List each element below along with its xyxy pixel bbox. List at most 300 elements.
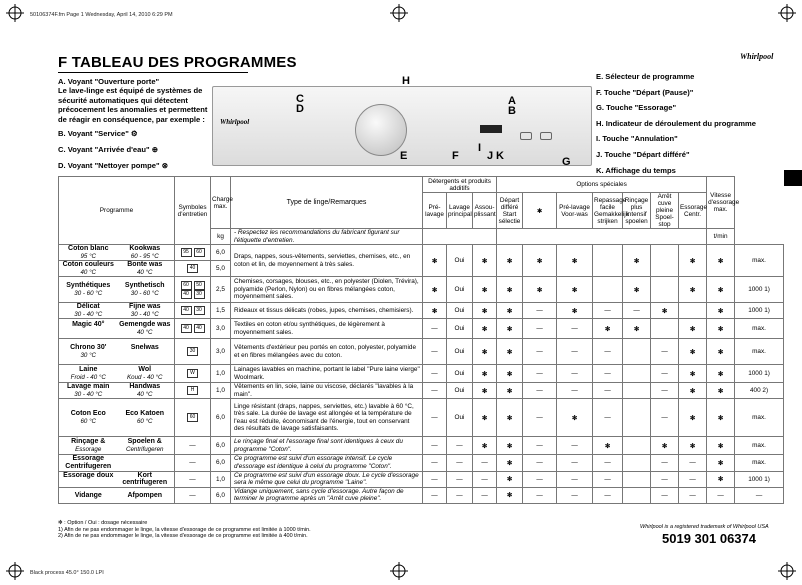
- care-symbol-icon: 40: [187, 264, 198, 273]
- option-cell: ✻: [497, 437, 523, 455]
- header-arret: Arrêt cuve pleine Spoel-stop: [651, 193, 679, 229]
- time-display: [480, 125, 502, 133]
- care-symbol-icon: 60: [187, 413, 198, 422]
- option-cell: [651, 245, 679, 277]
- header-lavage: Lavage principal: [447, 193, 473, 229]
- option-cell: —: [593, 487, 623, 503]
- charge-kg: 3,0: [211, 319, 231, 339]
- linge-description: Draps, nappes, sous-vêtements, serviettes, chemises, etc., en coton et lin, de moyennement à très sales.: [231, 245, 423, 277]
- header-type: Type de linge/Remarques: [231, 177, 423, 229]
- care-symbol-icon: —: [189, 491, 196, 499]
- option-cell: ✻: [473, 437, 497, 455]
- option-cell: —: [651, 365, 679, 383]
- callout-b: B: [508, 105, 516, 117]
- option-cell: ✻: [623, 277, 651, 303]
- care-symbol-icon: 40: [181, 306, 192, 315]
- option-cell: ✻: [523, 245, 557, 277]
- registration-mark-icon: [390, 4, 408, 22]
- option-cell: ✻: [473, 339, 497, 365]
- table-row: [59, 339, 784, 365]
- care-symbol-icon: 95: [181, 248, 192, 257]
- option-cell: —: [523, 399, 557, 437]
- option-cell: —: [523, 383, 557, 399]
- header-options: Options spéciales: [497, 177, 707, 193]
- option-cell: —: [593, 399, 623, 437]
- option-cell: ✻: [707, 399, 735, 437]
- option-cell: —: [593, 455, 623, 471]
- header-programme: Programme: [59, 177, 175, 245]
- linge-description: Vêtements en lin, soie, laine ou viscose, déclarés "lavables à la main".: [231, 383, 423, 399]
- footnotes: [58, 520, 558, 540]
- header-prelavage: Pré-lavage: [423, 193, 447, 229]
- header-vitesse: Vitesse d'essorage max.: [707, 177, 735, 229]
- option-cell: ✻: [623, 245, 651, 277]
- legend-item: E. Sélecteur de programme: [596, 72, 695, 81]
- care-symbols: [175, 261, 211, 277]
- option-cell: ✻: [497, 339, 523, 365]
- option-cell: ✻: [473, 303, 497, 319]
- option-cell: —: [523, 339, 557, 365]
- callout-g: G: [562, 156, 571, 168]
- care-symbols: [175, 319, 211, 339]
- legend-item: H. Indicateur de déroulement du programme: [596, 118, 756, 128]
- option-cell: ✻: [423, 303, 447, 319]
- charge-kg: 1,0: [211, 383, 231, 399]
- option-cell: [623, 437, 651, 455]
- option-cell: 1000 1): [735, 365, 784, 383]
- option-cell: ✻: [497, 277, 523, 303]
- linge-description: Le rinçage final et l'essorage final sont identiques à ceux du programme "Coton".: [231, 437, 423, 455]
- programme-name: Synthétiques 30 - 60 °C Synthetisch 30 - 60 °C: [59, 277, 175, 303]
- linge-description: Chemises, corsages, blouses, etc., en polyester (Diolen, Trévira), polyamide (Perlon, Nylon) ou en fibres mélangées coton, moyennement sales.: [231, 277, 423, 303]
- charge-kg: 6,0: [211, 487, 231, 503]
- care-symbols: [175, 303, 211, 319]
- program-selector-knob: [355, 104, 407, 156]
- option-cell: ✻: [679, 383, 707, 399]
- table-row: [59, 455, 784, 471]
- registration-mark-icon: [778, 4, 796, 22]
- option-cell: ✻: [423, 245, 447, 277]
- legend-item: I. Touche "Annulation": [596, 134, 678, 144]
- brand-logo: Whirlpool: [740, 52, 774, 61]
- option-cell: ✻: [679, 399, 707, 437]
- care-symbol-icon: —: [189, 459, 196, 467]
- option-cell: max.: [735, 339, 784, 365]
- panel-logo: Whirlpool: [220, 118, 250, 126]
- option-cell: —: [593, 383, 623, 399]
- legend-left: [58, 77, 218, 170]
- header-detergents: Détergents et produits additifs: [423, 177, 497, 193]
- table-row: [59, 365, 784, 383]
- care-symbol-icon: 30: [194, 290, 205, 299]
- option-cell: [651, 319, 679, 339]
- option-cell: —: [557, 471, 593, 487]
- option-cell: —: [523, 319, 557, 339]
- option-cell: —: [651, 487, 679, 503]
- option-cell: max.: [735, 437, 784, 455]
- water-tap-icon: ⊕: [151, 145, 159, 155]
- legend-item: C. Voyant "Arrivée d'eau" ⊕: [58, 145, 159, 155]
- option-cell: 1000 1): [735, 277, 784, 303]
- option-cell: [593, 245, 623, 277]
- option-cell: ✻: [679, 365, 707, 383]
- linge-description: Ce programme est suivi d'un essorage doux. Le cycle d'essorage sera le même que celui du programme "Laine".: [231, 471, 423, 487]
- title-underline: [58, 72, 248, 73]
- programme-name: Chrono 30' 30 °C Snelwas: [59, 339, 175, 365]
- programme-name: Laine Froid - 40 °C Wol Koud - 40 °C: [59, 365, 175, 383]
- option-cell: —: [423, 487, 447, 503]
- registration-mark-icon: [6, 4, 24, 22]
- option-cell: —: [447, 437, 473, 455]
- option-cell: —: [473, 471, 497, 487]
- option-cell: max.: [735, 245, 784, 277]
- header-rincage: Rinçage plus intensif spoelen: [623, 193, 651, 229]
- programme-name: Rinçage & Essorage Spoelen & Centrifugeren: [59, 437, 175, 455]
- option-cell: —: [423, 365, 447, 383]
- callout-f: F: [452, 150, 459, 162]
- table-row: [59, 277, 784, 303]
- care-symbols: [175, 437, 211, 455]
- charge-kg: 6,0: [211, 437, 231, 455]
- option-cell: —: [651, 471, 679, 487]
- table-row: [59, 399, 784, 437]
- care-symbols: [175, 277, 211, 303]
- care-symbols: [175, 487, 211, 503]
- option-cell: —: [423, 339, 447, 365]
- option-cell: [623, 383, 651, 399]
- charge-kg: 1,0: [211, 471, 231, 487]
- option-cell: ✻: [557, 277, 593, 303]
- footnote: 2) Afin de ne pas endommager le linge, la vitesse d'essorage de ce programme est limitée à 400 t/min.: [58, 533, 308, 539]
- callout-h: H: [402, 75, 410, 87]
- charge-kg: 6,0: [211, 399, 231, 437]
- option-cell: ✻: [497, 399, 523, 437]
- legend-item: J. Touche "Départ différé": [596, 149, 690, 159]
- option-cell: —: [735, 487, 784, 503]
- option-cell: —: [679, 487, 707, 503]
- registration-mark-icon: [390, 562, 408, 580]
- header-depart: Départ différé Start sélectie: [497, 193, 523, 229]
- option-cell: —: [523, 471, 557, 487]
- print-header: 50106374F.fm Page 1 Wednesday, April 14, 2010 6:29 PM: [30, 12, 173, 18]
- care-symbols: [175, 471, 211, 487]
- legend-item: F. Touche "Départ (Pause)": [596, 87, 694, 97]
- programme-name: Essorage Centrifugeren: [59, 455, 175, 471]
- option-cell: ✻: [679, 339, 707, 365]
- linge-description: Vêtements d'extérieur peu portés en coton, polyester, polyamide et en fibres mélangées avec du coton.: [231, 339, 423, 365]
- option-cell: —: [423, 471, 447, 487]
- callout-a: A: [508, 95, 516, 107]
- callout-c: C: [296, 93, 304, 105]
- charge-kg: 6,0: [211, 245, 231, 261]
- header-trmin: t/min: [707, 229, 735, 245]
- charge-kg: 1,5: [211, 303, 231, 319]
- legend-item: K. Affichage du temps: [596, 165, 676, 175]
- care-symbol-icon: —: [189, 475, 196, 483]
- option-cell: —: [651, 339, 679, 365]
- option-cell: [623, 399, 651, 437]
- legend-item: de réagir en conséquence, par exemple :: [58, 114, 205, 124]
- programme-name: Vidange Afpompen: [59, 487, 175, 503]
- charge-kg: 2,5: [211, 277, 231, 303]
- option-cell: —: [623, 303, 651, 319]
- linge-description: Rideaux et tissus délicats (robes, jupes, chemises, chemisiers).: [231, 303, 423, 319]
- option-cell: [593, 277, 623, 303]
- option-cell: —: [523, 303, 557, 319]
- charge-kg: 1,0: [211, 365, 231, 383]
- option-cell: ✻: [473, 245, 497, 277]
- print-footer: Black process 45.0° 150.0 LPI: [30, 570, 104, 576]
- pump-icon: ⊗: [161, 160, 169, 170]
- option-cell: max.: [735, 319, 784, 339]
- legend-item: G. Touche "Essorage": [596, 103, 677, 113]
- option-cell: ✻: [623, 319, 651, 339]
- button-shape: [540, 132, 552, 140]
- option-cell: —: [557, 383, 593, 399]
- legend-right: [596, 72, 796, 176]
- programme-name: Coton couleurs 40 °C Bonte was 40 °C: [59, 261, 175, 277]
- option-cell: Oui: [447, 383, 473, 399]
- care-symbol-icon: 60: [181, 281, 192, 290]
- option-cell: —: [593, 471, 623, 487]
- option-cell: ✻: [651, 437, 679, 455]
- callout-j: J: [487, 150, 494, 162]
- option-cell: Oui: [447, 319, 473, 339]
- callout-k: K: [496, 150, 504, 162]
- registration-mark-icon: [778, 562, 796, 580]
- header-kg: kg: [211, 229, 231, 245]
- option-cell: —: [707, 487, 735, 503]
- care-symbols: [175, 245, 211, 261]
- programme-name: Coton Eco 60 °C Eco Katoen 60 °C: [59, 399, 175, 437]
- legend-item: A. Voyant "Ouverture porte": [58, 77, 160, 86]
- option-cell: ✻: [497, 471, 523, 487]
- header-assoup: Assou-plissant: [473, 193, 497, 229]
- option-cell: —: [473, 487, 497, 503]
- option-cell: ✻: [707, 455, 735, 471]
- option-cell: ✻: [679, 277, 707, 303]
- option-cell: —: [557, 319, 593, 339]
- care-symbol-icon: 30: [187, 347, 198, 356]
- header-repassage: Repassage facile Gemakkelijk strijken: [593, 193, 623, 229]
- linge-description: Vidange uniquement, sans cycle d'essorage. Autre façon de terminer le programme après un "Arrêt cuve pleine".: [231, 487, 423, 503]
- footnote: ✻ : Option / Oui : dosage nécessaire: [58, 520, 148, 526]
- care-symbols: [175, 339, 211, 365]
- option-cell: —: [447, 487, 473, 503]
- option-cell: ✻: [707, 303, 735, 319]
- header-option-icon: ✱: [523, 193, 557, 229]
- option-cell: Oui: [447, 399, 473, 437]
- option-cell: [623, 365, 651, 383]
- care-symbols: [175, 365, 211, 383]
- option-cell: ✻: [707, 383, 735, 399]
- programme-name: Essorage doux Kort centrifugeren: [59, 471, 175, 487]
- legend-item: précocement les anomalies et permettent: [58, 105, 208, 115]
- option-cell: —: [423, 455, 447, 471]
- option-cell: ✻: [651, 303, 679, 319]
- option-cell: —: [447, 471, 473, 487]
- option-cell: [623, 455, 651, 471]
- option-cell: ✻: [497, 245, 523, 277]
- option-cell: —: [593, 365, 623, 383]
- option-cell: ✻: [707, 277, 735, 303]
- programme-name: Coton blanc 95 °C Kookwas 60 - 95 °C: [59, 245, 175, 261]
- option-cell: —: [593, 303, 623, 319]
- option-cell: ✻: [707, 339, 735, 365]
- option-cell: ✻: [593, 319, 623, 339]
- option-cell: max.: [735, 455, 784, 471]
- option-cell: ✻: [593, 437, 623, 455]
- option-cell: ✻: [473, 319, 497, 339]
- option-cell: ✻: [497, 455, 523, 471]
- option-cell: —: [557, 487, 593, 503]
- option-cell: —: [523, 365, 557, 383]
- option-cell: —: [523, 455, 557, 471]
- option-cell: —: [523, 437, 557, 455]
- charge-kg: 3,0: [211, 339, 231, 365]
- header-prelav2: Pré-lavage Voor-was: [557, 193, 593, 229]
- option-cell: ✻: [523, 277, 557, 303]
- table-row: [59, 471, 784, 487]
- header-symboles: Symboles d'entretien: [175, 177, 211, 245]
- option-cell: max.: [735, 399, 784, 437]
- table-row: [59, 303, 784, 319]
- option-cell: [679, 303, 707, 319]
- option-cell: ✻: [497, 487, 523, 503]
- option-cell: —: [423, 319, 447, 339]
- option-cell: [651, 277, 679, 303]
- option-cell: —: [423, 383, 447, 399]
- option-cell: —: [593, 339, 623, 365]
- care-symbol-icon: 40: [194, 324, 205, 333]
- option-cell: —: [679, 455, 707, 471]
- option-cell: ✻: [557, 245, 593, 277]
- care-symbol-icon: 40: [181, 324, 192, 333]
- option-cell: ✻: [473, 277, 497, 303]
- care-symbol-icon: 30: [194, 306, 205, 315]
- linge-description: Textiles en coton et/ou synthétiques, de légèrement à moyennement sales.: [231, 319, 423, 339]
- option-cell: —: [523, 487, 557, 503]
- option-cell: —: [447, 455, 473, 471]
- option-cell: —: [557, 339, 593, 365]
- trademark: Whirlpool is a registered trademark of Whirlpool USA: [640, 524, 769, 530]
- header-essorage: Essorage Centr.: [679, 193, 707, 229]
- option-cell: —: [557, 437, 593, 455]
- option-cell: ✻: [707, 319, 735, 339]
- option-cell: ✻: [557, 303, 593, 319]
- charge-kg: 5,0: [211, 261, 231, 277]
- option-cell: —: [651, 455, 679, 471]
- callout-e: E: [400, 150, 408, 162]
- legend-item: D. Voyant "Nettoyer pompe" ⊗: [58, 160, 169, 170]
- black-tab: [784, 170, 802, 186]
- option-cell: ✻: [679, 319, 707, 339]
- care-symbols: [175, 455, 211, 471]
- option-cell: —: [423, 399, 447, 437]
- option-cell: ✻: [497, 319, 523, 339]
- care-symbol-icon: —: [189, 442, 196, 450]
- header-charge: Charge max.: [211, 177, 231, 229]
- option-cell: [623, 471, 651, 487]
- care-symbols: [175, 383, 211, 399]
- programme-table: [58, 176, 784, 504]
- option-cell: ✻: [707, 365, 735, 383]
- header-type-note: - Respectez les recommandations du fabricant figurant sur l'étiquette d'entretien.: [231, 229, 423, 245]
- option-cell: ✻: [497, 383, 523, 399]
- linge-description: Lainages lavables en machine, portant le label "Pure laine vierge" Woolmark.: [231, 365, 423, 383]
- table-row: [59, 319, 784, 339]
- care-symbol-icon: H: [187, 386, 198, 395]
- care-symbol-icon: 40: [181, 290, 192, 299]
- legend-item: Le lave-linge est équipé de systèmes de: [58, 86, 203, 96]
- legend-item: B. Voyant "Service" ⚙: [58, 129, 138, 139]
- option-cell: —: [473, 455, 497, 471]
- option-cell: —: [557, 455, 593, 471]
- option-cell: ✻: [557, 399, 593, 437]
- charge-kg: 6,0: [211, 455, 231, 471]
- legend-item: sécurité automatiques qui détectent: [58, 95, 188, 105]
- option-cell: 1000 1): [735, 303, 784, 319]
- service-icon: ⚙: [130, 129, 138, 139]
- product-code: 5019 301 06374: [662, 531, 756, 546]
- care-symbols: [175, 399, 211, 437]
- option-cell: —: [557, 365, 593, 383]
- page-title: F TABLEAU DES PROGRAMMES: [58, 54, 297, 71]
- option-cell: —: [651, 383, 679, 399]
- option-cell: [623, 487, 651, 503]
- footnote: 1) Afin de ne pas endommager le linge, la vitesse d'essorage de ce programme est limitée à 1000 t/min.: [58, 526, 311, 533]
- option-cell: ✻: [707, 245, 735, 277]
- option-cell: —: [679, 471, 707, 487]
- table-row: [59, 437, 784, 455]
- table-row: [59, 383, 784, 399]
- option-cell: ✻: [707, 471, 735, 487]
- linge-description: Linge résistant (draps, nappes, serviettes, etc.) lavable à 60 °C, très sale. La durée de lavage est allongée et la température de l'eau est réduite, économisant de l'énergie, tout en conservant des résultats de lavage satisfaisants.: [231, 399, 423, 437]
- option-cell: 1000 1): [735, 471, 784, 487]
- option-cell: Oui: [447, 245, 473, 277]
- option-cell: ✻: [679, 437, 707, 455]
- button-shape: [520, 132, 532, 140]
- option-cell: ✻: [497, 365, 523, 383]
- option-cell: [623, 339, 651, 365]
- option-cell: —: [423, 437, 447, 455]
- option-cell: —: [651, 399, 679, 437]
- option-cell: ✻: [497, 303, 523, 319]
- care-symbol-icon: 50: [194, 281, 205, 290]
- option-cell: Oui: [447, 277, 473, 303]
- option-cell: Oui: [447, 303, 473, 319]
- table-header-row: [59, 177, 784, 193]
- callout-d: D: [296, 103, 304, 115]
- option-cell: ✻: [679, 245, 707, 277]
- option-cell: ✻: [473, 383, 497, 399]
- table-row: [59, 487, 784, 503]
- care-symbol-icon: W: [187, 369, 198, 378]
- programme-name: Magic 40° Gemengde was 40 °C: [59, 319, 175, 339]
- programme-name: Lavage main 30 - 40 °C Handwas 40 °C: [59, 383, 175, 399]
- table-body: [59, 245, 784, 504]
- table-row: [59, 245, 784, 261]
- care-symbol-icon: 60: [194, 248, 205, 257]
- option-cell: ✻: [473, 399, 497, 437]
- option-cell: 400 2): [735, 383, 784, 399]
- programme-name: Délicat 30 - 40 °C Fijne was 30 - 40 °C: [59, 303, 175, 319]
- option-cell: ✻: [423, 277, 447, 303]
- linge-description: Ce programme est suivi d'un essorage intensif. Le cycle d'essorage est identique à celui du programme "Coton".: [231, 455, 423, 471]
- option-cell: Oui: [447, 339, 473, 365]
- option-cell: ✻: [707, 437, 735, 455]
- option-cell: Oui: [447, 365, 473, 383]
